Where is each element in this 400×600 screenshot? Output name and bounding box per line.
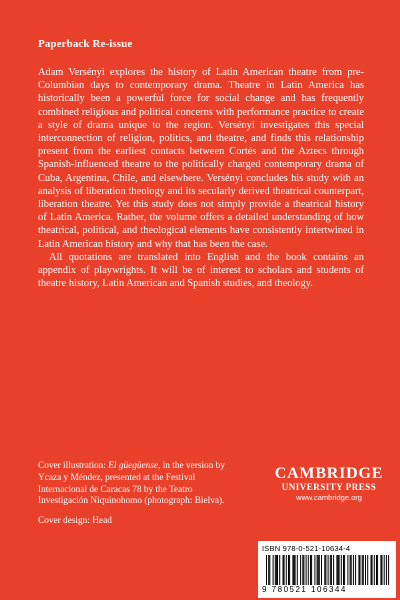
barcode-digits: 9 780521 106344 [262, 585, 347, 594]
publisher-logo [258, 465, 400, 535]
barcode-bar [306, 555, 307, 585]
barcode-bar [328, 555, 329, 585]
barcode-bar [331, 555, 332, 585]
design-credit: Cover design: Head [38, 516, 112, 527]
barcode-bar [266, 555, 267, 585]
barcode-bar [319, 555, 320, 585]
barcode-bar [269, 555, 270, 585]
barcode-bar [303, 555, 304, 585]
barcode-bar [318, 555, 319, 585]
barcode-bar [384, 555, 385, 585]
barcode-bar [275, 555, 276, 585]
barcode-bar [314, 555, 315, 585]
barcode-bar [388, 555, 389, 585]
barcode-bar [330, 555, 331, 585]
illustration-credit: Cover illustration: El güegüense, in the version by Ycaza y Méndez, presented at the Festival Internacional de Caracas 78 by the Teatro Investigación Niquinohomo (photograph: Bielva). [38, 461, 225, 507]
barcode-bar [360, 555, 361, 585]
barcode-bar [344, 555, 345, 585]
barcode-bar [289, 555, 290, 585]
description-paragraph-1: Adam Versényi explores the history of Latin American theatre from pre-Columbian days to contemporary drama. Theatre in Latin America has historically been a powerful force for social change and has frequently combined religious and political concerns with performance practice to create a style of drama unique to the region. Versényi investigates this special interconnection of religion, politics, and theatre, and finds this relationship present from the earliest contacts between Cortés and the Aztecs through Spanish-influenced theatre to the politically charged contemporary drama of Cuba, Argentina, Chile, and elsewhere. Versényi concludes his study with an analysis of liberation theology and its secularly derived theatrical counterpart, liberation theatre. Yet this study does not simply provide a theatrical history of Latin America. Rather, the volume offers a detailed understanding of how theatrical, political, and theological elements have consistently intertwined in Latin American history and why that has been the case. [38, 67, 364, 250]
barcode-bar [351, 555, 352, 585]
barcode-bar [372, 555, 373, 585]
barcode-bar [295, 555, 296, 585]
barcode-bar [350, 555, 351, 585]
barcode-bar [321, 555, 322, 585]
barcode-bar [365, 555, 366, 585]
barcode-bar [339, 555, 340, 585]
reissue-heading: Paperback Re-issue [38, 38, 133, 50]
barcode-bar [308, 555, 309, 585]
barcode-bar [376, 555, 377, 585]
barcode-bar [288, 555, 289, 585]
barcode-bar [284, 555, 285, 585]
isbn-text: ISBN 978-0-521-10634-4 [262, 544, 351, 553]
barcode-panel [258, 541, 396, 598]
barcode-icon [262, 555, 392, 585]
barcode-bar [371, 555, 372, 585]
barcode-bar [341, 555, 342, 585]
description-paragraph-2: All quotations are translated into English and the book contains an appendix of playwrights. It will be of interest to scholars and students of theatre history, Latin American and Spanish studies, and theology. [38, 251, 364, 290]
barcode-bar [283, 555, 284, 585]
barcode-bar [297, 555, 298, 585]
publisher-name: CAMBRIDGE [274, 465, 384, 482]
barcode-bar [343, 555, 344, 585]
barcode-bar [276, 555, 277, 585]
book-description [38, 66, 364, 290]
barcode-bar [324, 555, 325, 585]
barcode-bar [310, 555, 311, 585]
barcode-bar [336, 555, 337, 585]
cover-credits [38, 461, 228, 528]
publisher-subtitle: UNIVERSITY PRESS [281, 482, 377, 492]
barcode-bar [273, 555, 274, 585]
barcode-bar [355, 555, 356, 585]
barcode-bar [333, 555, 334, 585]
barcode-bar [300, 555, 301, 585]
barcode-bar [386, 555, 387, 585]
barcode-bar [363, 555, 364, 585]
barcode-bar [382, 555, 383, 585]
barcode-bar [277, 555, 278, 585]
publisher-url: www.cambridge.org [296, 493, 362, 502]
barcode-bar [347, 555, 348, 585]
barcode-bar [268, 555, 269, 585]
barcode-bar [286, 555, 287, 585]
barcode-bar [367, 555, 368, 585]
barcode-bar [377, 555, 378, 585]
barcode-bar [358, 555, 359, 585]
barcode-bar [311, 555, 312, 585]
illustration-title: El güegüense [108, 461, 159, 471]
barcode-bar [362, 555, 363, 585]
barcode-bar [380, 555, 381, 585]
barcode-bar [302, 555, 303, 585]
barcode-bar [374, 555, 375, 585]
barcode-bar [294, 555, 295, 585]
barcode-bar [317, 555, 318, 585]
barcode-bar [353, 555, 354, 585]
barcode-bar [292, 555, 293, 585]
barcode-bar [325, 555, 326, 585]
barcode-bar [279, 555, 280, 585]
barcode-bar [338, 555, 339, 585]
